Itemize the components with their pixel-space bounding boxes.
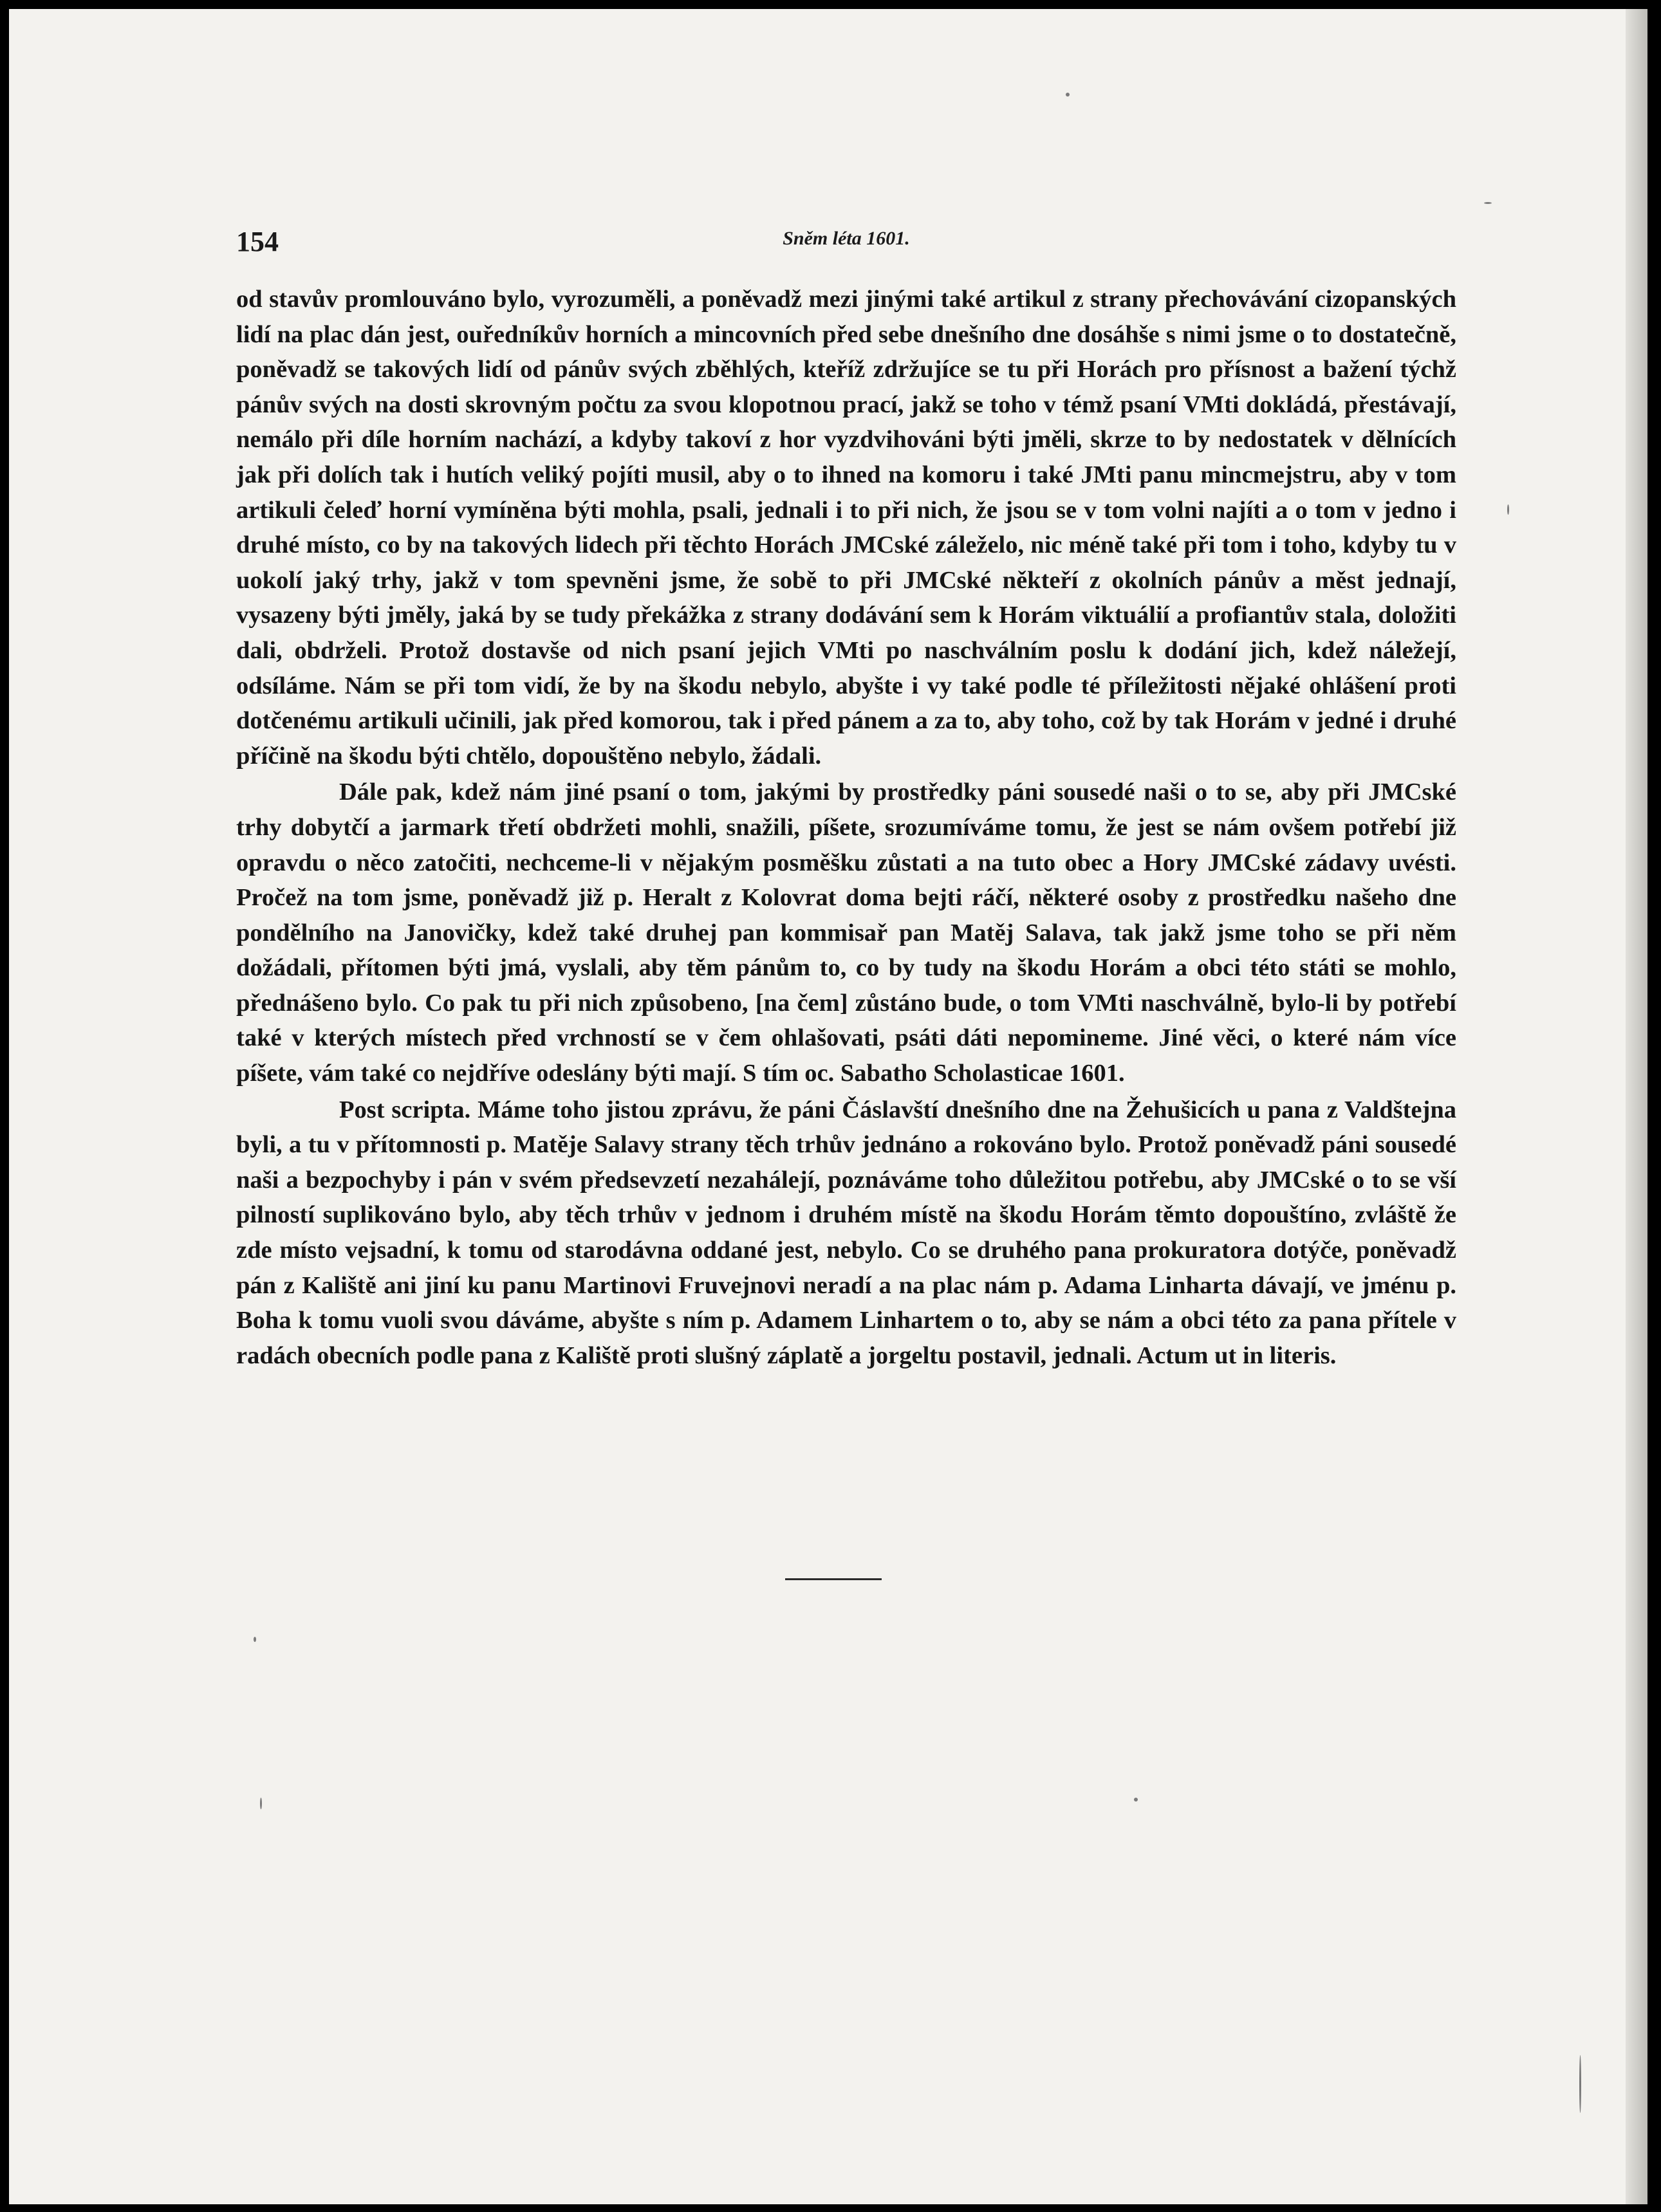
scan-speck (1507, 504, 1509, 515)
scan-speck (1579, 2055, 1581, 2113)
scan-speck (260, 1798, 262, 1809)
scan-speck (1484, 202, 1492, 204)
paragraph-dale-pak: Dále pak, kdež nám jiné psaní o tom, jakými by prostředky páni sousedé naši o to se, aby při JMCské trhy dobytčí a jarmark třetí obdržeti mohli, snažili, píšete, srozumíváme tomu, že jest se nám ovšem potřebí již opravdu o něco zatočiti, nechceme-li v nějakým posměšku zůstati a na tuto obec a Hory JMCské zádavy uvésti. Pročež na tom jsme, poněvadž již p. Heralt z Kolovrat doma bejti ráčí, některé osoby z prostředku našeho dne pondělního na Janovičky, kdež také druhej pan kommisař pan Matěj Salava, tak jakž jsme toho se při něm dožádali, přítomen býti jmá, vyslali, aby těm pánům to, co by tudy na škodu Horám a obci této státi se mohlo, přednášeno bylo. Co pak tu při nich způsobeno, [na čem] zůstáno bude, o tom VMti naschválně, bylo-li by potřebí také v kterých místech před vrchností se v čem ohlašovati, psáti dáti nepomineme. Jiné věci, o které nám více píšete, vám také co nejdříve odeslány býti mají. S tím oc. Sabatho Scholasticae 1601. (236, 779, 1456, 1087)
page-number: 154 (236, 226, 279, 257)
running-head: Sněm léta 1601. (783, 228, 910, 249)
paragraph-continuation: od stavův promlouváno bylo, vyrozuměli, a poněvadž mezi jinými také artikul z strany přechovávání cizopanských lidí na plac dán jest, ouředníkův horních a mincovních před sebe dnešního dne dosáhše s nimi jsme o to dostatečně, poněvadž se takových lidí od pánův svých zběhlých, kteříž zdržujíce se tu při Horách pro přísnost a bažení týchž pánův svých na dosti skrovným počtu za svou klopotnou prací, jakž se toho v témž psaní VMti dokládá, přestávají, nemálo při díle horním nachází, a kdyby takoví z hor vyzdvihováni býti jměli, skrze to by nedostatek v dělnících jak při dolích tak i hutích veliký pojíti musil, aby o to ihned na komoru i také JMti panu mincmejstru, aby v tom artikuli čeleď horní vymíněna býti mohla, psali, jednali i to při nich, že jsou se v tom volni najíti a o tom v jedno i druhé místo, co by na takových lidech při těchto Horách JMCské záleželo, nic méně také při tom i toho, kdyby tu v uokolí jaký trhy, jakž v tom spevněni jsme, že sobě to při JMCské někteří z okolních pánův a měst jednají, vysazeny býti jměly, jaká by se tudy překážka z strany dodávání sem k Horám viktuálií a profiantův stala, doložiti dali, obdrželi. Protož dostavše od nich psaní jejich VMti po naschválním poslu k dodání jich, kdež náležejí, odsíláme. Nám se při tom vidí, že by na škodu nebylo, abyšte i vy také podle té příležitosti nějaké ohlášení proti dotčenému artikuli učinili, jak před komorou, tak i před pánem a za to, aby toho, což by tak Horám v jedné i druhé příčině na škodu býti chtělo, dopouštěno nebylo, žádali. (236, 286, 1456, 770)
section-end-rule (785, 1578, 882, 1580)
body-text (236, 282, 1456, 1373)
scan-speck (1066, 93, 1070, 97)
scan-speck (1134, 1798, 1138, 1802)
scanned-page (9, 9, 1647, 2204)
page-header (236, 225, 1456, 264)
page-edge-shadow (1626, 9, 1647, 2204)
paragraph-post-scripta: Post scripta. Máme toho jistou zprávu, že páni Čáslavští dnešního dne na Žehušicích u pana z Valdštejna byli, a tu v přítomnosti p. Matěje Salavy strany těch trhův jednáno a rokováno bylo. Protož poněvadž páni sousedé naši a bezpochyby i pán v svém předsevzetí nezahálejí, poznáváme toho důležitou potřebu, aby JMCské o to se vší pilností suplikováno bylo, aby těch trhův v jednom i druhém místě na škodu Horám těmto dopouštíno, zvláště že zde místo vejsadní, k tomu od starodávna oddané jest, nebylo. Co se druhého pana prokuratora dotýče, poněvadž pán z Kaliště ani jiní ku panu Martinovi Fruvejnovi neradí a na plac nám p. Adama Linharta dávají, ve jménu p. Boha k tomu vuoli svou dáváme, abyšte s ním p. Adamem Linhartem o to, aby se nám a obci této za pana přítele v radách obecních podle pana z Kaliště proti slušný záplatě a jorgeltu postavil, jednali. Actum ut in literis. (236, 1096, 1456, 1369)
scan-speck (254, 1637, 256, 1642)
